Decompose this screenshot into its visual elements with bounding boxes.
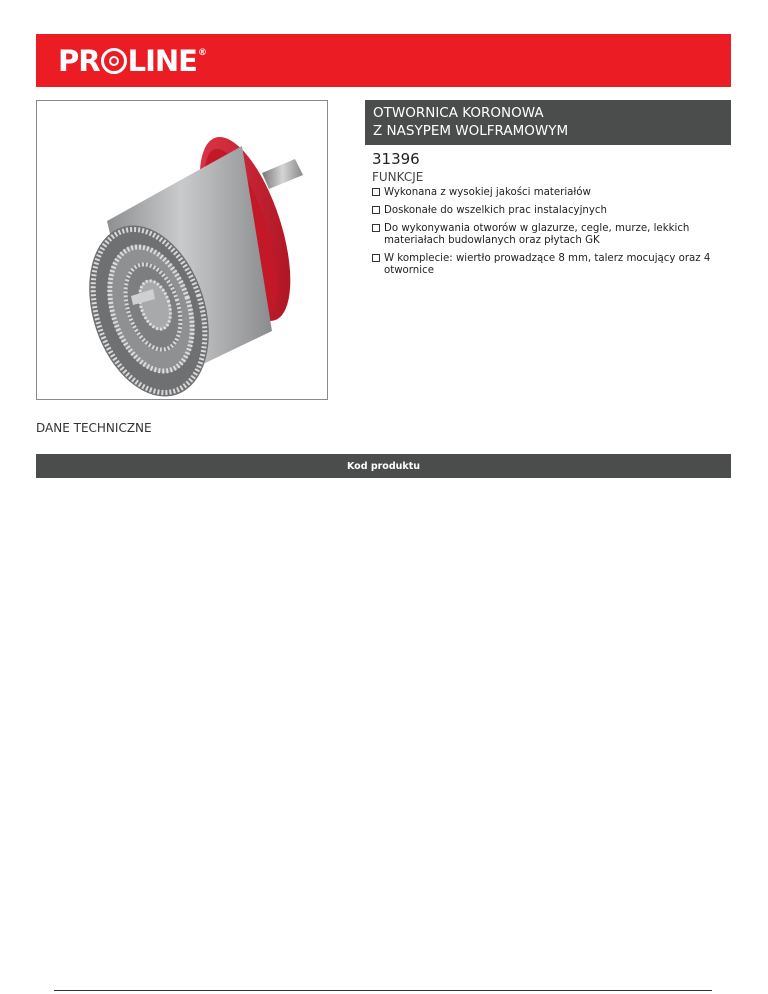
checkbox-square-icon xyxy=(372,224,380,232)
tech-table-header xyxy=(36,454,731,478)
hole-saw-illustration xyxy=(37,101,327,399)
proline-logo xyxy=(58,44,206,78)
checkbox-square-icon xyxy=(372,206,380,214)
logo-text-end: LINE xyxy=(127,44,197,78)
features-label: FUNKCJE xyxy=(372,170,424,184)
registered-mark: ® xyxy=(197,48,206,58)
checkbox-square-icon xyxy=(372,254,380,262)
logo-text-start: PR xyxy=(58,44,100,78)
feature-text: Doskonałe do wszelkich prac instalacyjnych xyxy=(384,205,607,216)
footer-divider xyxy=(54,990,712,991)
features-list xyxy=(372,187,712,283)
product-title-line1: OTWORNICA KORONOWA xyxy=(373,105,544,121)
product-code-column-header: Kod produktu xyxy=(346,460,421,472)
feature-item xyxy=(372,253,712,277)
brand-header-bar xyxy=(36,34,731,87)
feature-text: Wykonana z wysokiej jakości materiałów xyxy=(384,187,591,198)
tech-data-heading: DANE TECHNICZNE xyxy=(36,421,152,435)
feature-item xyxy=(372,187,712,199)
product-title-line2: Z NASYPEM WOLFRAMOWYM xyxy=(373,123,569,139)
feature-text: W komplecie: wiertło prowadzące 8 mm, talerz mocujący oraz 4 otwornice xyxy=(384,253,711,276)
product-title xyxy=(365,100,731,145)
feature-text: Do wykonywania otworów w glazurze, cegle, murze, lekkich materiałach budowlanych oraz płytach GK xyxy=(384,223,690,246)
checkbox-square-icon xyxy=(372,188,380,196)
feature-item xyxy=(372,223,712,247)
product-code: 31396 xyxy=(372,150,420,168)
logo-ring-icon xyxy=(101,48,127,74)
feature-item xyxy=(372,205,712,217)
product-image xyxy=(36,100,328,400)
